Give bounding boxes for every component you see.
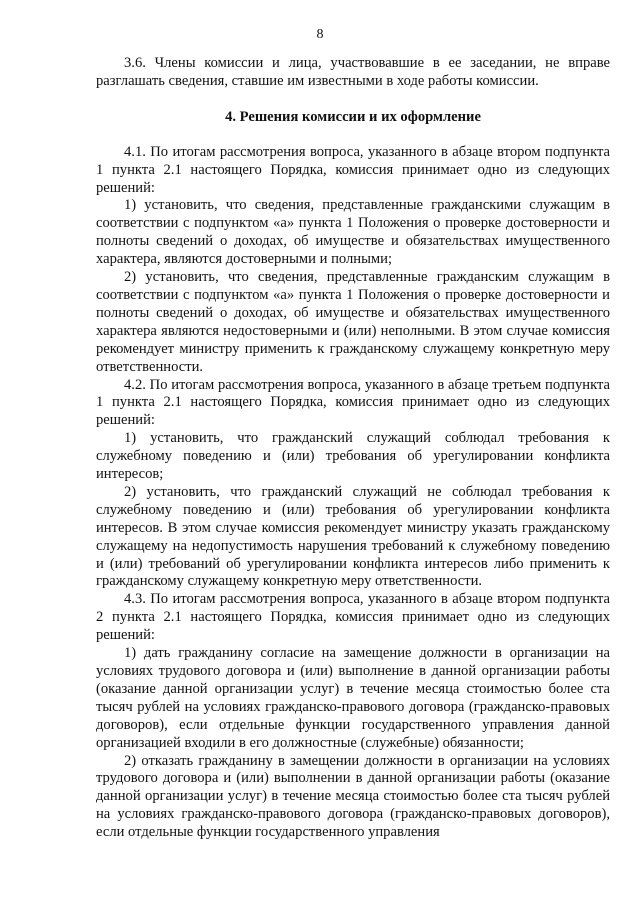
- document-body: [96, 55, 610, 842]
- paragraph-4-3-item-2: 2) отказать гражданину в замещении должности в организации на условиях трудового договора и (или) выполнении в данной организации работы (оказание данной организации услуг) в течение месяца стоимостью более ста тысяч рублей на условиях гражданско-правового договора (гражданско-правовых договоров), если отдельные функции государственного управления: [96, 752, 610, 841]
- paragraph-4-2-item-1: 1) установить, что гражданский служащий соблюдал требования к служебному поведению и (или) требования об урегулировании конфликта интересов;: [96, 430, 610, 483]
- paragraph-4-3-item-1: 1) дать гражданину согласие на замещение должности в организации на условиях трудового договора и (или) выполнение в данной организации работы (оказание данной организации услуг) в течение месяца стоимостью более ста тысяч рублей на условиях гражданско-правового договора (гражданско-правовых договоров), если отдельные функции государственного управления данной организацией входили в его должностные (служебные) обязанности;: [96, 645, 610, 751]
- section-heading: 4. Решения комиссии и их оформление: [225, 108, 481, 125]
- paragraph-3-6: 3.6. Члены комиссии и лица, участвовавшие в ее заседании, не вправе разглашать сведения, ставшие им известными в ходе работы комиссии.: [96, 55, 610, 89]
- paragraph-4-2: 4.2. По итогам рассмотрения вопроса, указанного в абзаце третьем подпункта 1 пункта 2.1 настоящего Порядка, комиссия принимает одно из следующих решений:: [96, 376, 610, 429]
- paragraph-4-1: 4.1. По итогам рассмотрения вопроса, указанного в абзаце втором подпункта 1 пункта 2.1 настоящего Порядка, комиссия принимает одно из следующих решений:: [96, 143, 610, 196]
- paragraph-4-2-item-2: 2) установить, что гражданский служащий не соблюдал требования к служебному поведению и (или) требования об урегулировании конфликта интересов. В этом случае комиссия рекомендует министру указать гражданскому служащему на недопустимость нарушения требований к служебному поведению и (или) требований об урегулировании конфликта интересов либо применить к гражданскому служащему конкретную меру ответственности.: [96, 483, 610, 590]
- page-number: 8: [316, 27, 324, 42]
- paragraph-4-1-item-1: 1) установить, что сведения, представленные гражданскими служащим в соответствии с подпунктом «а» пункта 1 Положения о проверке достоверности и полноты сведений о доходах, об имуществе и обязательствах имущественного характера, являются достоверными и полными;: [96, 197, 610, 268]
- paragraph-4-1-item-2: 2) установить, что сведения, представленные гражданским служащим в соответствии с подпунктом «а» пункта 1 Положения о проверке достоверности и полноты сведений о доходах, об имуществе и обязательствах имущественного характера являются недостоверными и (или) неполными. В этом случае комиссия рекомендует министру применить к гражданскому служащему конкретную меру ответственности.: [96, 269, 610, 375]
- paragraph-4-3: 4.3. По итогам рассмотрения вопроса, указанного в абзаце втором подпункта 2 пункта 2.1 настоящего Порядка, комиссия принимает одно из следующих решений:: [96, 591, 610, 644]
